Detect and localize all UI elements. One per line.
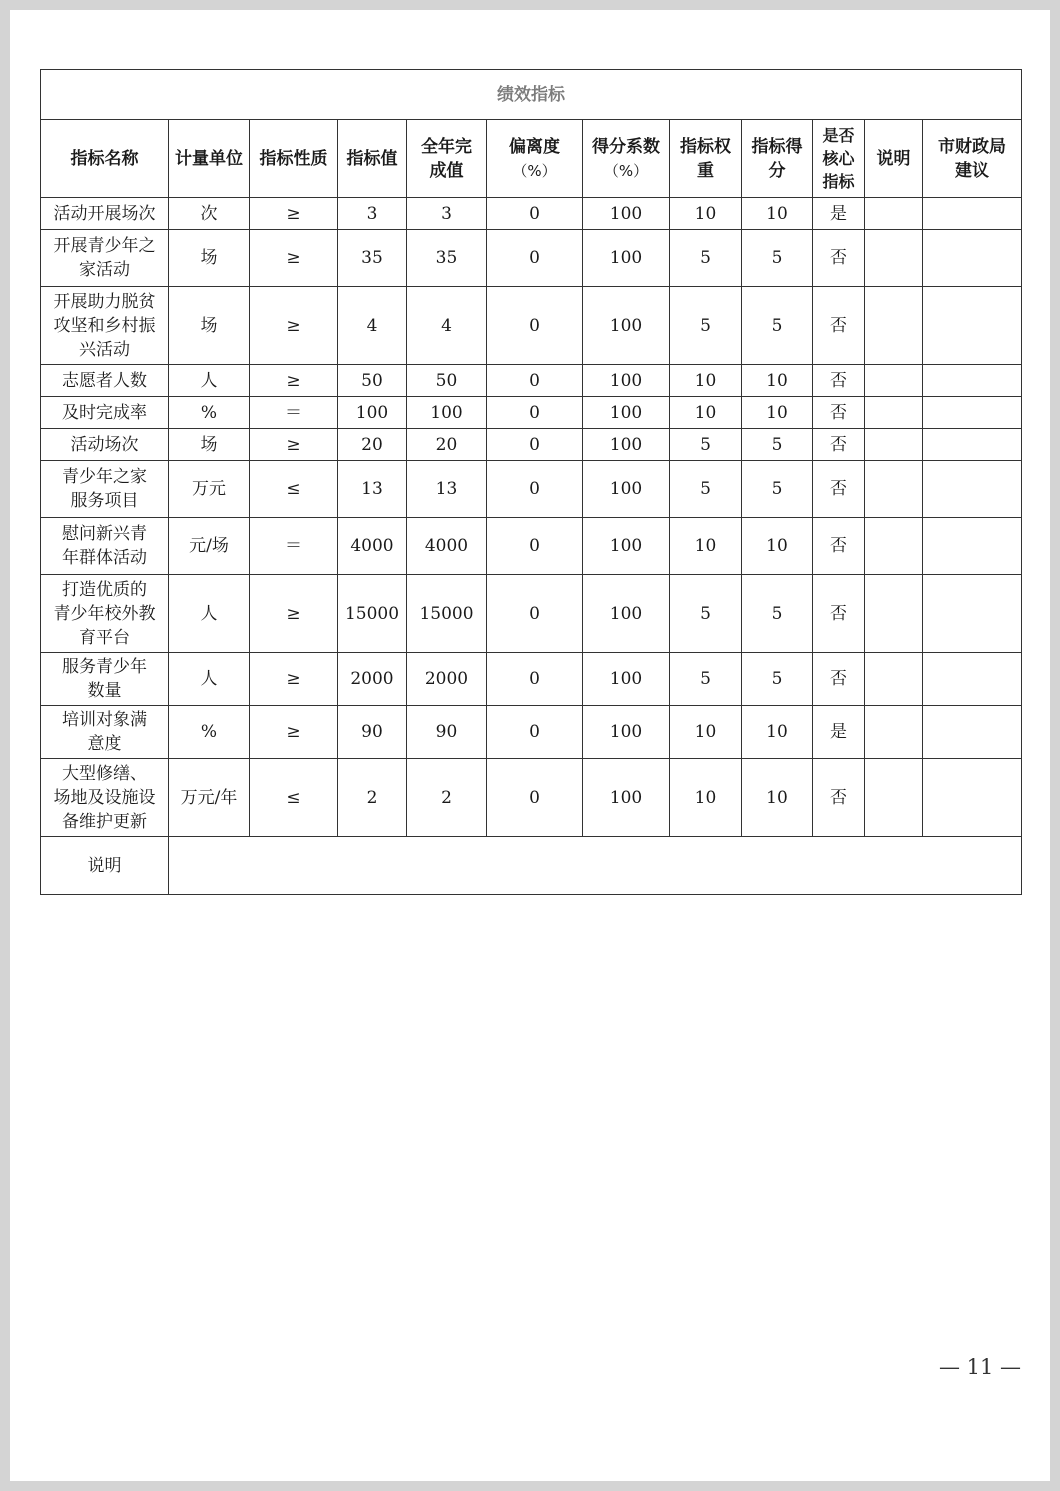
nature-cell: ≥ [250,575,338,653]
indicator-name-cell [41,653,169,706]
page-number: — 11 — [938,1355,1022,1379]
nature-cell: ＝ [250,518,338,575]
score-cell: 10 [742,706,813,759]
table-row [41,706,1022,759]
score-cell: 10 [742,518,813,575]
advice-cell [923,365,1022,397]
indicator-name-cell [41,518,169,575]
unit-cell: 人 [169,575,250,653]
coef-cell: 100 [583,461,670,518]
weight-cell: 10 [670,397,742,429]
indicator-name-line: 青少年之家 [62,467,147,487]
coef-cell: 100 [583,230,670,287]
header-target-value: 指标值 [338,120,407,198]
value-cell: 4000 [338,518,407,575]
nature-cell: ≥ [250,706,338,759]
score-cell: 10 [742,759,813,837]
score-cell: 5 [742,429,813,461]
score-cell: 10 [742,365,813,397]
note-cell [865,429,923,461]
indicator-name-line: 服务项目 [70,491,139,511]
value-cell: 15000 [338,575,407,653]
nature-cell: ≥ [250,287,338,365]
coef-cell: 100 [583,706,670,759]
note-cell [865,518,923,575]
actual-cell: 20 [407,429,487,461]
coef-cell: 100 [583,397,670,429]
note-cell [865,198,923,230]
table-title-row [41,70,1022,120]
weight-cell: 5 [670,429,742,461]
advice-cell [923,759,1022,837]
header-indicator-name: 指标名称 [41,120,169,198]
score-cell: 10 [742,397,813,429]
core-cell: 否 [813,575,865,653]
header-unit: 计量单位 [169,120,250,198]
header-score: 指标得 分 [742,120,813,198]
indicator-name-cell [41,429,169,461]
header-core-indicator: 是否 核心 指标 [813,120,865,198]
unit-cell: % [169,397,250,429]
nature-cell: ≥ [250,365,338,397]
coef-cell: 100 [583,575,670,653]
actual-cell: 35 [407,230,487,287]
indicator-name-line: 志愿者人数 [62,370,147,391]
deviation-cell: 0 [487,230,583,287]
header-nature: 指标性质 [250,120,338,198]
value-cell: 4 [338,287,407,365]
note-cell [865,365,923,397]
weight-cell: 10 [670,518,742,575]
core-cell: 否 [813,230,865,287]
weight-cell: 10 [670,706,742,759]
indicator-name-cell [41,230,169,287]
advice-cell [923,706,1022,759]
actual-cell: 50 [407,365,487,397]
performance-indicator-table [40,69,1022,895]
indicator-name-cell [41,759,169,837]
header-weight: 指标权 重 [670,120,742,198]
weight-cell: 5 [670,230,742,287]
note-cell [865,706,923,759]
note-cell [865,230,923,287]
core-cell: 否 [813,365,865,397]
coef-cell: 100 [583,365,670,397]
indicator-name-cell [41,365,169,397]
actual-cell: 2 [407,759,487,837]
table-row [41,518,1022,575]
core-cell: 否 [813,397,865,429]
core-cell: 否 [813,518,865,575]
deviation-cell: 0 [487,575,583,653]
core-cell: 否 [813,759,865,837]
indicator-name-line: 育平台 [79,627,130,648]
weight-cell: 5 [670,287,742,365]
notes-label: 说明 [41,837,169,895]
indicator-name-line: 服务青少年 [62,657,147,677]
indicator-name-cell [41,287,169,365]
indicator-name-cell [41,575,169,653]
deviation-cell: 0 [487,653,583,706]
note-cell [865,461,923,518]
table-row [41,759,1022,837]
value-cell: 35 [338,230,407,287]
unit-cell: 人 [169,365,250,397]
coef-cell: 100 [583,653,670,706]
header-finance-advice: 市财政局 建议 [923,120,1022,198]
table-row [41,429,1022,461]
value-cell: 13 [338,461,407,518]
score-cell: 5 [742,653,813,706]
weight-cell: 5 [670,575,742,653]
indicator-name-line: 意度 [87,734,122,754]
actual-cell: 100 [407,397,487,429]
advice-cell [923,461,1022,518]
advice-cell [923,429,1022,461]
indicator-name-line: 场地及设施设 [53,787,156,808]
unit-cell: 场 [169,429,250,461]
value-cell: 50 [338,365,407,397]
indicator-name-line: 家活动 [79,260,130,280]
indicator-name-cell [41,198,169,230]
unit-cell: 万元 [169,461,250,518]
nature-cell: ＝ [250,397,338,429]
indicator-name-cell [41,706,169,759]
deviation-cell: 0 [487,759,583,837]
note-cell [865,397,923,429]
weight-cell: 10 [670,198,742,230]
weight-cell: 5 [670,461,742,518]
indicator-name-line: 开展助力脱贫 [53,291,156,312]
indicator-name-line: 备维护更新 [62,811,147,832]
actual-cell: 4000 [407,518,487,575]
unit-cell: 场 [169,287,250,365]
core-cell: 否 [813,461,865,518]
table-row [41,397,1022,429]
coef-cell: 100 [583,429,670,461]
indicator-name-cell [41,397,169,429]
value-cell: 20 [338,429,407,461]
note-cell [865,575,923,653]
indicator-name-line: 打造优质的 [62,579,147,600]
deviation-cell: 0 [487,706,583,759]
advice-cell [923,230,1022,287]
nature-cell: ≥ [250,429,338,461]
deviation-cell: 0 [487,365,583,397]
value-cell: 2000 [338,653,407,706]
table-row [41,461,1022,518]
table-row [41,575,1022,653]
core-cell: 是 [813,198,865,230]
score-cell: 5 [742,287,813,365]
header-actual-value: 全年完 成值 [407,120,487,198]
notes-row [41,837,1022,895]
note-cell [865,653,923,706]
header-row [41,120,1022,198]
unit-cell: 人 [169,653,250,706]
notes-value [169,837,1022,895]
weight-cell: 10 [670,759,742,837]
table-row [41,365,1022,397]
unit-cell: 场 [169,230,250,287]
table-row [41,287,1022,365]
header-score-coefficient: 得分系数 （%） [583,120,670,198]
indicator-name-line: 开展青少年之 [53,236,156,256]
unit-cell: 万元/年 [169,759,250,837]
coef-cell: 100 [583,759,670,837]
indicator-name-line: 及时完成率 [62,402,147,423]
document-page [10,10,1050,1481]
core-cell: 是 [813,706,865,759]
indicator-name-line: 攻坚和乡村振 [53,315,156,336]
core-cell: 否 [813,287,865,365]
core-cell: 否 [813,653,865,706]
indicator-name-line: 慰问新兴青 [62,524,147,544]
indicator-name-line: 数量 [87,681,122,701]
score-cell: 5 [742,230,813,287]
indicator-name-line: 青少年校外教 [53,603,156,624]
indicator-name-cell [41,461,169,518]
unit-cell: 次 [169,198,250,230]
note-cell [865,287,923,365]
advice-cell [923,198,1022,230]
nature-cell: ≤ [250,759,338,837]
value-cell: 3 [338,198,407,230]
note-cell [865,759,923,837]
indicator-name-line: 培训对象满 [62,710,147,730]
weight-cell: 5 [670,653,742,706]
indicator-name-line: 年群体活动 [62,548,147,568]
nature-cell: ≥ [250,230,338,287]
deviation-cell: 0 [487,287,583,365]
table-title: 绩效指标 [41,70,1022,120]
nature-cell: ≤ [250,461,338,518]
weight-cell: 10 [670,365,742,397]
table-row [41,653,1022,706]
indicator-name-line: 活动开展场次 [53,203,156,224]
header-deviation: 偏离度 （%） [487,120,583,198]
advice-cell [923,575,1022,653]
advice-cell [923,397,1022,429]
nature-cell: ≥ [250,198,338,230]
unit-cell: 元/场 [169,518,250,575]
deviation-cell: 0 [487,198,583,230]
score-cell: 5 [742,461,813,518]
value-cell: 100 [338,397,407,429]
coef-cell: 100 [583,198,670,230]
deviation-cell: 0 [487,429,583,461]
indicator-name-line: 活动场次 [70,434,139,455]
actual-cell: 4 [407,287,487,365]
indicator-name-line: 大型修缮、 [62,763,147,784]
deviation-cell: 0 [487,518,583,575]
table-row [41,198,1022,230]
table-row [41,230,1022,287]
header-note: 说明 [865,120,923,198]
actual-cell: 13 [407,461,487,518]
indicator-name-line: 兴活动 [79,339,130,360]
actual-cell: 2000 [407,653,487,706]
value-cell: 2 [338,759,407,837]
actual-cell: 3 [407,198,487,230]
advice-cell [923,518,1022,575]
deviation-cell: 0 [487,397,583,429]
actual-cell: 90 [407,706,487,759]
unit-cell: % [169,706,250,759]
core-cell: 否 [813,429,865,461]
deviation-cell: 0 [487,461,583,518]
score-cell: 10 [742,198,813,230]
value-cell: 90 [338,706,407,759]
advice-cell [923,287,1022,365]
coef-cell: 100 [583,287,670,365]
advice-cell [923,653,1022,706]
coef-cell: 100 [583,518,670,575]
nature-cell: ≥ [250,653,338,706]
actual-cell: 15000 [407,575,487,653]
score-cell: 5 [742,575,813,653]
